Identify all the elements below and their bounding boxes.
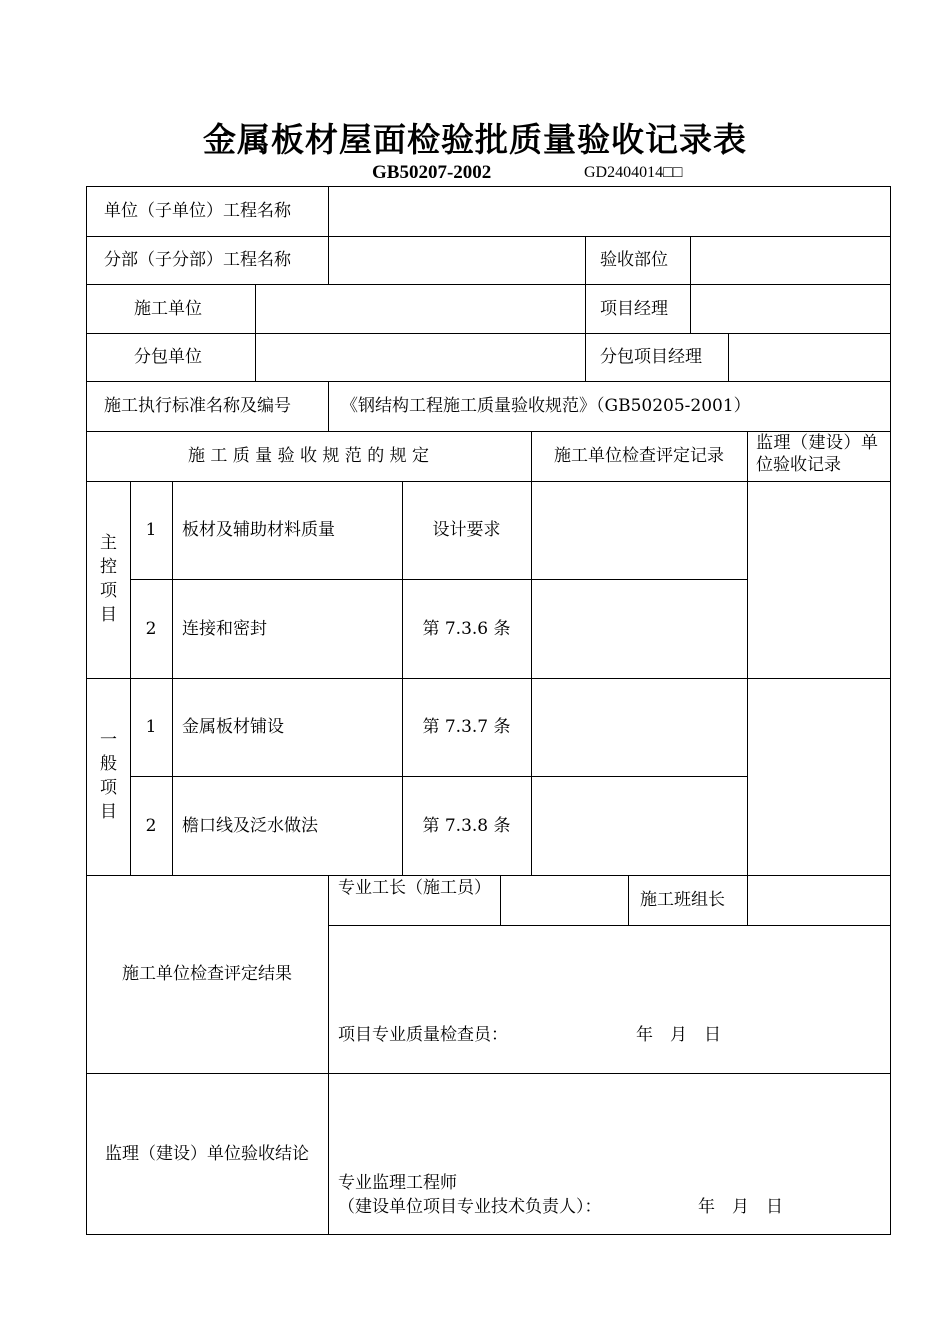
standard-name-label: 施工执行标准名称及编号 xyxy=(104,396,291,416)
item-number: 2 xyxy=(145,619,157,639)
general-items-label-char: 目 xyxy=(100,802,117,822)
sub-project-name-label: 分部（子分部）工程名称 xyxy=(104,250,291,270)
result-label: 施工单位检查评定结果 xyxy=(122,964,292,984)
col-divider xyxy=(747,431,748,875)
item-requirement: 第 7.3.6 条 xyxy=(422,619,511,639)
row-divider xyxy=(86,875,891,876)
conclusion-label: 监理（建设）单位验收结论 xyxy=(105,1144,309,1164)
col-divider xyxy=(500,875,501,925)
col-divider xyxy=(328,381,329,431)
supervising-engineer-label: 专业监理工程师 xyxy=(338,1173,457,1193)
item-name: 金属板材铺设 xyxy=(182,717,284,737)
row-divider xyxy=(86,284,891,285)
result-date: 年 月 日 xyxy=(636,1025,721,1045)
form-code: GD2404014□□ xyxy=(584,164,683,181)
responsible-person-label: （建设单位项目专业技术负责人）： xyxy=(338,1197,602,1217)
unit-project-name-label: 单位（子单位）工程名称 xyxy=(104,201,291,221)
acceptance-part-label: 验收部位 xyxy=(600,250,668,270)
main-items-label-char: 主 xyxy=(100,533,117,553)
item-name: 檐口线及泛水做法 xyxy=(182,816,318,836)
team-leader-label: 施工班组长 xyxy=(640,890,725,910)
col-divider xyxy=(747,875,748,925)
row-divider xyxy=(86,236,891,237)
col-divider xyxy=(585,236,586,382)
general-items-label-char: 项 xyxy=(100,778,117,798)
col-divider xyxy=(255,284,256,381)
main-items-label-char: 控 xyxy=(100,557,117,577)
unit-check-column-header: 施工单位检查评定记录 xyxy=(554,446,724,466)
col-divider xyxy=(531,431,532,875)
subcontract-manager-label: 分包项目经理 xyxy=(600,347,702,367)
row-divider xyxy=(86,481,891,482)
row-divider xyxy=(86,1073,891,1074)
col-divider xyxy=(172,481,173,875)
general-items-label-char: 一 xyxy=(100,730,117,750)
row-divider xyxy=(86,678,891,679)
item-number: 1 xyxy=(145,717,157,737)
col-divider xyxy=(728,333,729,381)
spec-column-header: 施 工 质 量 验 收 规 范 的 规 定 xyxy=(187,446,430,466)
item-number: 2 xyxy=(145,816,157,836)
item-requirement: 第 7.3.7 条 xyxy=(422,717,511,737)
inspector-label: 项目专业质量检查员： xyxy=(338,1025,508,1045)
item-requirement: 设计要求 xyxy=(432,520,501,540)
main-items-label-char: 项 xyxy=(100,581,117,601)
row-divider xyxy=(86,333,891,334)
general-items-label-char: 般 xyxy=(100,754,117,774)
col-divider xyxy=(328,875,329,1235)
supervision-column-header: 监理（建设）单位验收记录 xyxy=(756,433,878,475)
subcontract-unit-label: 分包单位 xyxy=(134,347,202,367)
item-name: 连接和密封 xyxy=(182,619,267,639)
project-manager-label: 项目经理 xyxy=(600,299,668,319)
conclusion-date: 年 月 日 xyxy=(698,1197,783,1217)
construction-unit-label: 施工单位 xyxy=(134,299,202,319)
item-name: 板材及辅助材料质量 xyxy=(182,520,335,540)
row-divider xyxy=(86,381,891,382)
row-divider xyxy=(130,579,747,580)
row-divider xyxy=(130,776,747,777)
item-requirement: 第 7.3.8 条 xyxy=(422,816,511,836)
col-divider xyxy=(628,875,629,925)
main-items-label-char: 目 xyxy=(100,605,117,625)
standard-number: GB50207-2002 xyxy=(372,162,492,183)
page-title: 金属板材屋面检验批质量验收记录表 xyxy=(203,120,747,159)
standard-name-value: 《钢结构工程施工质量验收规范》（GB50205-2001） xyxy=(341,396,751,416)
foreman-label: 专业工长（施工员） xyxy=(338,878,491,898)
col-divider xyxy=(328,186,329,284)
row-divider xyxy=(328,925,891,926)
item-number: 1 xyxy=(145,520,157,540)
col-divider xyxy=(690,236,691,333)
record-table xyxy=(86,186,891,1235)
